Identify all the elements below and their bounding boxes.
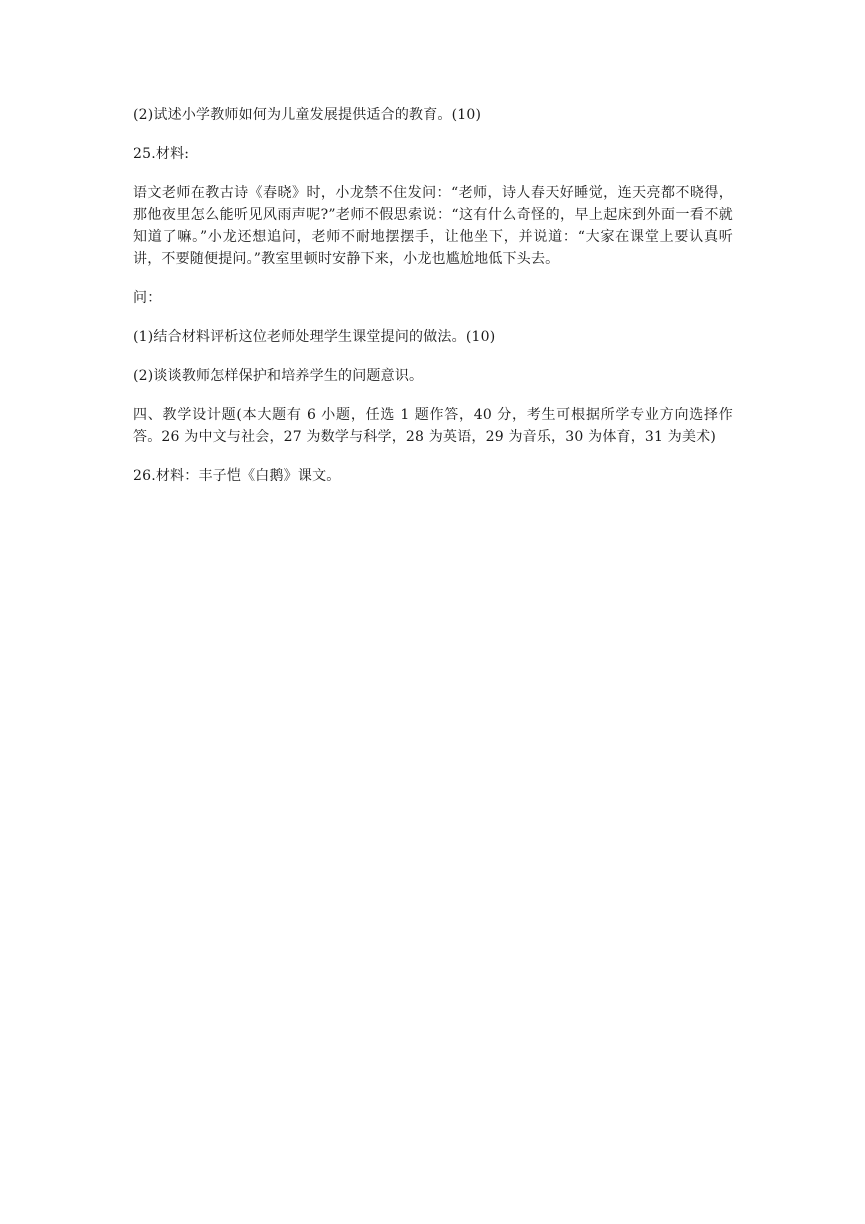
question-25-heading: 25.材料:: [133, 146, 190, 162]
question-25-part-2: (2)谈谈教师怎样保护和培养学生的问题意识。: [133, 368, 424, 384]
question-25-material: 语文老师在教古诗《春晓》时，小龙禁不住发问：“老师，诗人春天好睡觉，连天亮都不晓得，那他夜里怎么能听见风雨声呢?”老师不假思索说：“这有什么奇怪的，早上起床到外面一看不就知道了嘛。”小龙还想追问，老师不耐地摆摆手，让他坐下，并说道：“大家在课堂上要认真听讲，不要随便提问。”教室里顿时安静下来，小龙也尴尬地低下头去。: [133, 185, 733, 267]
question-26-material: 26.材料：丰子恺《白鹅》课文。: [133, 468, 341, 484]
question-24-part-2: (2)试述小学教师如何为儿童发展提供适合的教育。(10): [133, 107, 482, 123]
question-25-prompt: 问：: [133, 290, 162, 306]
question-25-part-1: (1)结合材料评析这位老师处理学生课堂提问的做法。(10): [133, 329, 496, 345]
document-page: [133, 104, 733, 504]
section-4-heading: 四、教学设计题(本大题有 6 小题，任选 1 题作答，40 分，考生可根据所学专业方向选择作答。26 为中文与社会，27 为数学与科学，28 为英语，29 为音乐，30 为体育，31 为美术): [133, 407, 733, 445]
